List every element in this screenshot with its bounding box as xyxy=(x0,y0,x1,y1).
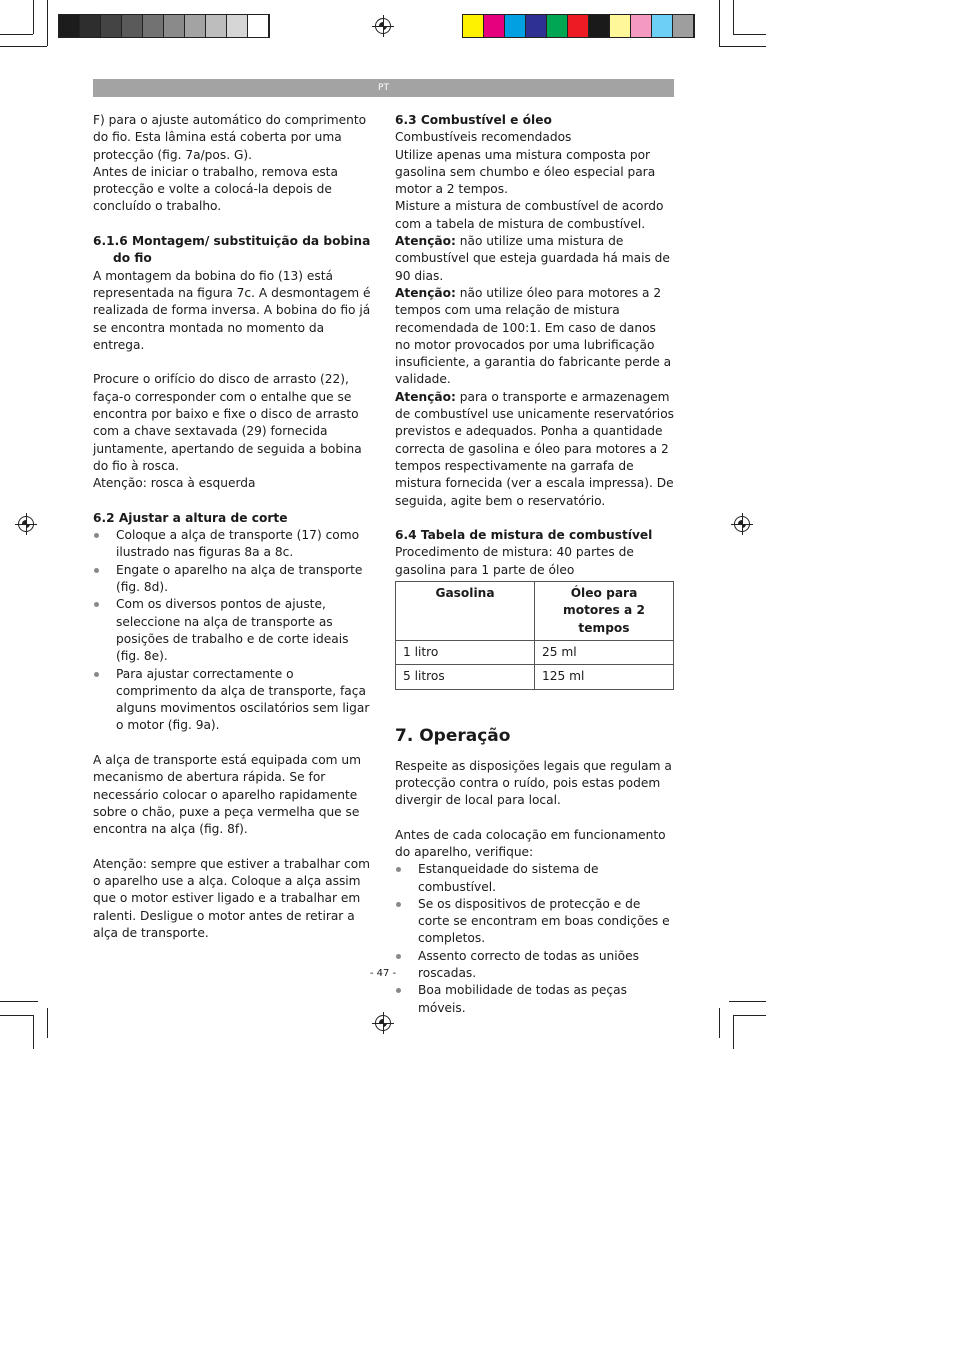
registration-mark-icon xyxy=(18,516,34,532)
language-header xyxy=(93,79,674,97)
crop-mark xyxy=(733,34,766,35)
crop-mark xyxy=(47,0,48,46)
color-swatch xyxy=(631,15,652,37)
color-swatch xyxy=(122,15,143,37)
color-swatch xyxy=(610,15,631,37)
warning-paragraph xyxy=(395,285,674,389)
color-swatch xyxy=(227,15,248,37)
paragraph: Procedimento de mistura: 40 partes de gasolina para 1 parte de óleo xyxy=(395,545,634,577)
color-swatch xyxy=(505,15,526,37)
color-swatch xyxy=(526,15,547,37)
attention-label: Atenção: xyxy=(395,285,456,300)
table-header-row xyxy=(396,582,674,641)
table-cell: 25 ml xyxy=(535,640,674,664)
crop-mark xyxy=(33,1015,34,1049)
attention-label: Atenção: xyxy=(395,389,456,404)
color-swatch xyxy=(568,15,589,37)
list-item: Estanqueidade do sistema de combustível. xyxy=(395,861,674,896)
crop-mark xyxy=(0,46,47,47)
paragraph: Misture a mistura de combustível de acordo com a tabela de mistura de combustível. xyxy=(395,199,664,231)
section-heading: 6.2 Ajustar a altura de corte xyxy=(93,510,288,525)
list-item: Coloque a alça de transporte (17) como ilustrado nas figuras 8a a 8c. xyxy=(93,527,371,562)
right-column xyxy=(395,112,674,1017)
section-heading: 6.1.6 Montagem/ substituição da bobina do fio xyxy=(93,234,371,266)
warning-text: não utilize óleo para motores a 2 tempos com uma relação de mistura recomendada de 100:1. Em caso de danos no motor provocados por uma lubrificação insuficiente, a garantia do fabricante perde a validade. xyxy=(395,285,672,387)
paragraph: Utilize apenas uma mistura composta por gasolina sem chumbo e óleo especial para motor a 2 tempos. xyxy=(395,147,656,197)
page-number: - 47 - xyxy=(369,968,397,979)
color-swatch xyxy=(80,15,101,37)
attention-label: Atenção: xyxy=(395,234,456,249)
crop-mark xyxy=(733,1015,734,1049)
list-item: Com os diversos pontos de ajuste, seleccione na alça de transporte as posições de trabalho e de corte ideais (fig. 8e). xyxy=(93,596,371,665)
color-swatch xyxy=(248,15,269,37)
bullet-list xyxy=(395,861,674,1017)
list-item: Para ajustar correctamente o comprimento da alça de transporte, faça alguns movimentos oscilatórios sem ligar o motor (fig. 9a). xyxy=(93,666,371,735)
paragraph: F) para o ajuste automático do comprimento do fio. Esta lâmina está coberta por uma protecção (fig. 7a/pos. G). xyxy=(93,113,367,162)
bullet-list xyxy=(93,527,371,735)
list-item: Assento correcto de todas as uniões roscadas. xyxy=(395,948,674,983)
paragraph: Antes de iniciar o trabalho, remova esta protecção e volte a colocá-la depois de concluído o trabalho. xyxy=(93,164,338,214)
list-item: Engate o aparelho na alça de transporte (fig. 8d). xyxy=(93,562,371,597)
color-swatch xyxy=(101,15,122,37)
paragraph: Atenção: rosca à esquerda xyxy=(93,476,256,491)
crop-mark xyxy=(719,46,766,47)
warning-text: não utilize uma mistura de combustível que esteja guardada há mais de 90 dias. xyxy=(395,234,670,283)
crop-mark xyxy=(719,1008,720,1038)
table-cell: 125 ml xyxy=(535,665,674,689)
paragraph: A alça de transporte está equipada com um mecanismo de abertura rápida. Se for necessário colocar o aparelho rapidamente sobre o chão, puxe a peça vermelha que se encontra na alça (fig. 8f). xyxy=(93,752,362,837)
table-cell: 5 litros xyxy=(396,665,535,689)
registration-mark-icon xyxy=(734,516,750,532)
fuel-mix-table xyxy=(395,581,674,689)
registration-mark-icon xyxy=(375,1015,391,1031)
process-color-bar xyxy=(462,14,695,38)
crop-mark xyxy=(719,0,720,46)
warning-text: para o transporte e armazenagem de combustível use unicamente reservatórios previstos e adequados. Ponha a quantidade correcta de gasolina e óleo para motores a 2 tempos respectivamente na garrafa de mistura fornecida (ver a escala impressa). De seguida, agite bem o reservatório. xyxy=(395,389,674,508)
section-heading: 6.3 Combustível e óleo xyxy=(395,113,552,127)
color-swatch xyxy=(206,15,227,37)
column-header: Óleo para motores a 2 tempos xyxy=(535,582,674,641)
color-swatch xyxy=(164,15,185,37)
list-item: Boa mobilidade de todas as peças móveis. xyxy=(395,982,674,1017)
paragraph: Atenção: sempre que estiver a trabalhar com o aparelho use a alça. Coloque a alça assim que o motor estiver ligado e a trabalhar em ralenti. Desligue o motor antes de retirar a alça de transporte. xyxy=(93,856,371,940)
crop-mark xyxy=(733,0,734,34)
crop-mark xyxy=(729,1001,766,1002)
column-header: Gasolina xyxy=(396,582,535,641)
paragraph: Antes de cada colocação em funcionamento do aparelho, verifique: xyxy=(395,827,666,859)
color-swatch xyxy=(673,15,694,37)
table-row xyxy=(396,665,674,689)
paragraph: A montagem da bobina do fio (13) está representada na figura 7c. A desmontagem é realizada de forma inversa. A bobina do fio já se encontra montada no momento da entrega. xyxy=(93,268,371,352)
paragraph: Respeite as disposições legais que regulam a protecção contra o ruído, pois estas podem divergir de local para local. xyxy=(395,758,672,808)
color-swatch xyxy=(143,15,164,37)
subheading: Combustíveis recomendados xyxy=(395,130,572,145)
color-swatch xyxy=(59,15,80,37)
warning-paragraph xyxy=(395,389,674,510)
grayscale-color-bar xyxy=(58,14,270,38)
crop-mark xyxy=(33,0,34,34)
crop-mark xyxy=(0,34,33,35)
registration-mark-icon xyxy=(375,18,391,34)
color-swatch xyxy=(589,15,610,37)
table-row xyxy=(396,640,674,664)
color-swatch xyxy=(185,15,206,37)
left-column xyxy=(93,112,371,942)
section-heading: 6.4 Tabela de mistura de combustível xyxy=(395,528,653,543)
crop-mark xyxy=(0,1015,33,1016)
color-swatch xyxy=(547,15,568,37)
crop-mark xyxy=(47,1008,48,1038)
table-cell: 1 litro xyxy=(396,640,535,664)
language-code: PT xyxy=(378,83,389,93)
list-item: Se os dispositivos de protecção e de corte se encontram em boas condições e completos. xyxy=(395,896,674,948)
color-swatch xyxy=(652,15,673,37)
chapter-heading: 7. Operação xyxy=(395,725,511,746)
crop-mark xyxy=(733,1015,766,1016)
color-swatch xyxy=(463,15,484,37)
paragraph: Procure o orifício do disco de arrasto (22), faça-o corresponder com o entalhe que se encontra por baixo e fixe o disco de arrasto com a chave sextavada (29) fornecida juntamente, apertando de seguida a bobina do fio à rosca. xyxy=(93,372,362,473)
warning-paragraph xyxy=(395,233,674,285)
crop-mark xyxy=(0,1001,38,1002)
color-swatch xyxy=(484,15,505,37)
